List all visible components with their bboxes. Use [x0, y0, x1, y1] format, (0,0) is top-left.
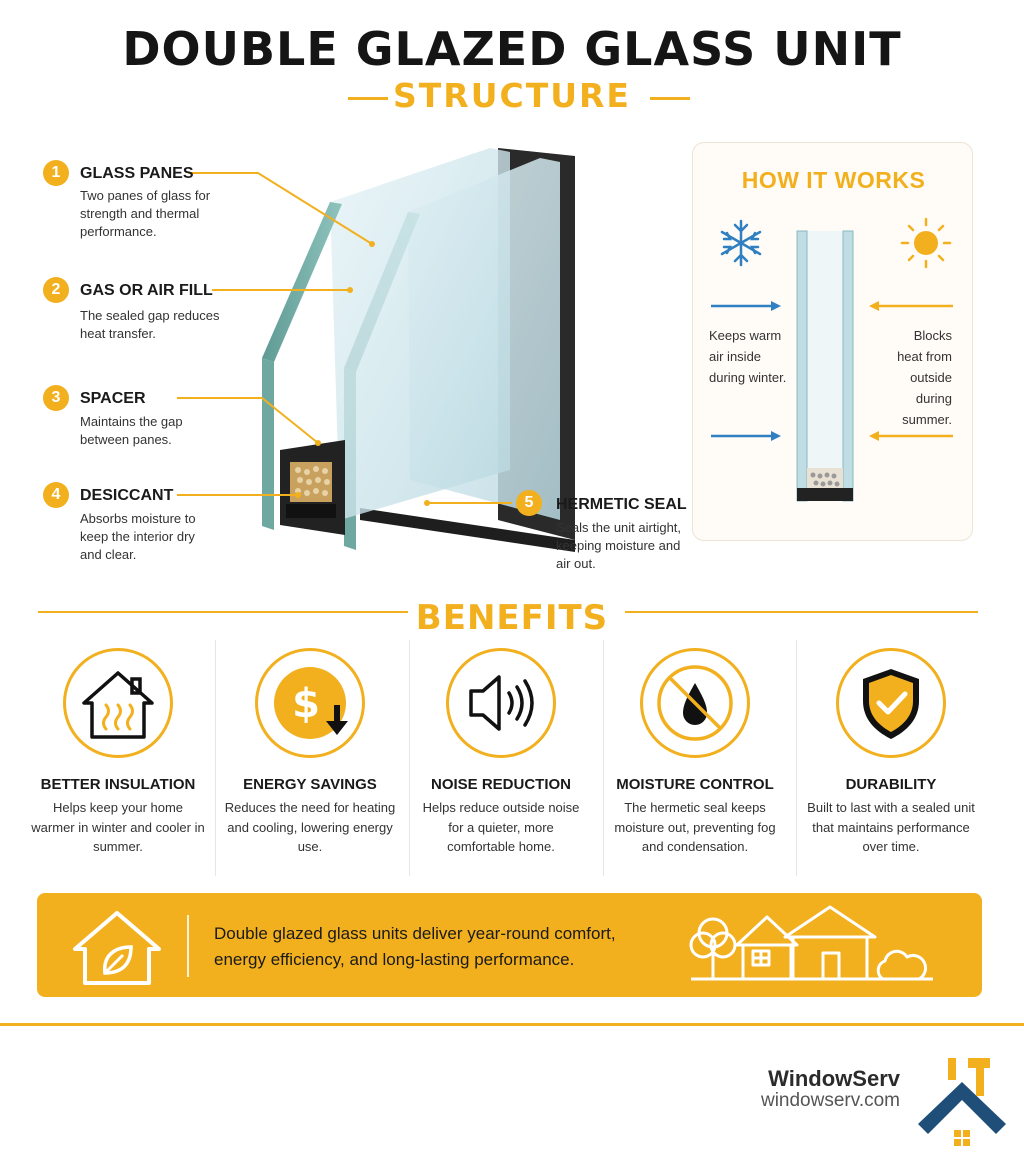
part-title-desiccant: DESICCANT: [80, 487, 174, 504]
part-desc-spacer: Maintains the gap between panes.: [80, 414, 183, 447]
benefit-description: Reduces the need for heating and cooling, lowering energy use.: [224, 800, 396, 854]
page-subtitle: STRUCTURE: [393, 76, 631, 115]
part-badge-1: 1: [43, 160, 69, 186]
benefit-icon-circle: [255, 648, 365, 758]
benefit-title: NOISE REDUCTION: [430, 776, 571, 793]
benefit-title: DURABILITY: [845, 776, 937, 793]
benefit-icon-circle: [836, 648, 946, 758]
footer-line: [0, 1023, 1024, 1026]
benefit-moisture-control: [600, 640, 790, 876]
dollar-down-icon: [258, 651, 362, 755]
how-it-works-card: [692, 142, 973, 541]
part-title-gas-fill: GAS OR AIR FILL: [80, 282, 213, 299]
how-it-works-title: HOW IT WORKS: [741, 167, 926, 193]
benefit-description: Built to last with a sealed unit that maintains performance over time.: [807, 800, 975, 854]
sun-icon: [902, 219, 950, 267]
part-title-spacer: SPACER: [80, 390, 146, 407]
brand-name: WindowServ: [768, 1066, 900, 1091]
spacer-bar: [280, 440, 345, 535]
shield-check-icon: [839, 651, 943, 755]
how-it-works-left-text: Keeps warm air inside during winter.: [709, 328, 787, 385]
benefit-better-insulation: [23, 640, 213, 876]
part-desc-gas-fill: The sealed gap reduces heat transfer.: [80, 308, 220, 341]
part-desc-desiccant: Absorbs moisture to keep the interior dry and clear.: [80, 511, 196, 562]
brand-logo-icon: [918, 1052, 1008, 1152]
banner-text: Double glazed glass units deliver year-round comfort, energy efficiency, and long-lasting performance.: [214, 924, 616, 969]
benefit-description: Helps reduce outside noise for a quieter, more comfortable home.: [422, 800, 580, 854]
svg-text:$: $: [292, 681, 320, 727]
benefit-noise-reduction: [406, 640, 596, 876]
part-title-glass-panes: GLASS PANES: [80, 165, 194, 182]
summary-banner: [37, 893, 982, 997]
how-it-works-right-text: Blocks heat from outside during summer.: [897, 328, 952, 427]
benefit-durability: [796, 640, 986, 876]
benefit-icon-circle: [446, 648, 556, 758]
part-title-hermetic-seal: HERMETIC SEAL: [556, 496, 687, 513]
part-badge-2: 2: [43, 277, 69, 303]
no-drop-icon: [643, 651, 747, 755]
snowflake-icon: [722, 221, 760, 265]
benefit-title: ENERGY SAVINGS: [243, 776, 377, 793]
houses-illustration: [685, 901, 945, 991]
benefit-description: Helps keep your home warmer in winter and cooler in summer.: [31, 800, 205, 854]
page-title: DOUBLE GLAZED GLASS UNIT: [122, 22, 902, 76]
eco-house-icon: [67, 907, 167, 987]
part-badge-3: 3: [43, 385, 69, 411]
benefits-line-right: [625, 611, 978, 613]
benefit-icon-circle: [63, 648, 173, 758]
benefit-title: MOISTURE CONTROL: [616, 776, 774, 793]
speaker-icon: [449, 651, 553, 755]
benefit-description: The hermetic seal keeps moisture out, preventing fog and condensation.: [614, 800, 776, 854]
banner-divider: [187, 915, 189, 977]
benefit-title: BETTER INSULATION: [40, 776, 196, 793]
part-badge-5: 5: [516, 490, 542, 516]
part-desc-hermetic-seal: Seals the unit airtight, keeping moisture and air out.: [556, 520, 682, 571]
benefits-title: BENEFITS: [415, 598, 609, 638]
benefit-icon-circle: [640, 648, 750, 758]
part-badge-4: 4: [43, 482, 69, 508]
brand-url: windowserv.com: [760, 1090, 900, 1111]
house-heat-icon: [66, 651, 170, 755]
window-cross-section: [797, 231, 853, 501]
part-desc-glass-panes: Two panes of glass for strength and thermal performance.: [80, 188, 211, 239]
benefit-energy-savings: [215, 640, 405, 876]
